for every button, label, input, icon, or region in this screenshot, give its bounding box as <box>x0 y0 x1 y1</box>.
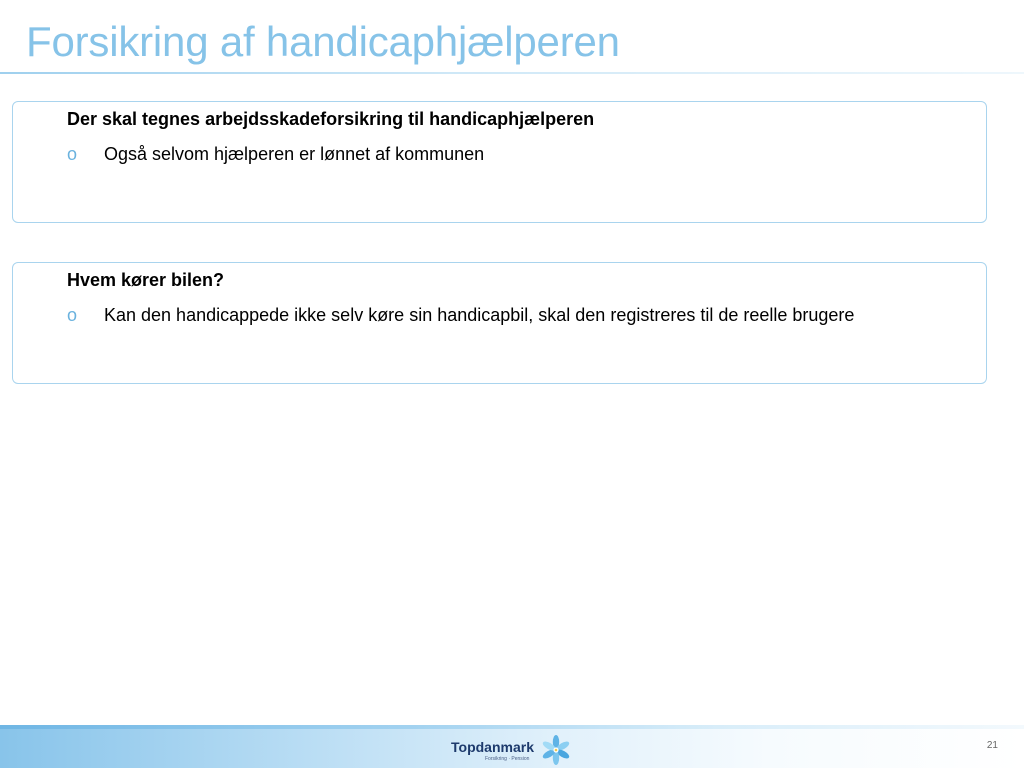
page-number: 21 <box>986 740 998 751</box>
bullet-marker: o <box>67 144 78 164</box>
footer-divider <box>0 725 1024 729</box>
content-box-insurance <box>12 101 987 223</box>
slide-title: Forsikring af handicaphjælperen <box>26 18 620 65</box>
logo-tagline: Forsikring · Pension <box>485 756 530 762</box>
content-box-driver <box>12 262 987 384</box>
logo-wordmark: Topdanmark <box>451 739 534 755</box>
box-heading: Hvem kører bilen? <box>67 270 225 290</box>
company-logo <box>451 735 581 765</box>
bullet-text: Også selvom hjælperen er lønnet af kommunen <box>104 144 485 164</box>
bullet-text: Kan den handicappede ikke selv køre sin handicapbil, skal den registreres til de reelle brugere <box>104 305 855 325</box>
bullet-marker: o <box>67 305 78 325</box>
box-heading: Der skal tegnes arbejdsskadeforsikring til handicaphjælperen <box>67 109 595 129</box>
flower-icon <box>540 735 572 765</box>
title-divider <box>0 72 1024 74</box>
